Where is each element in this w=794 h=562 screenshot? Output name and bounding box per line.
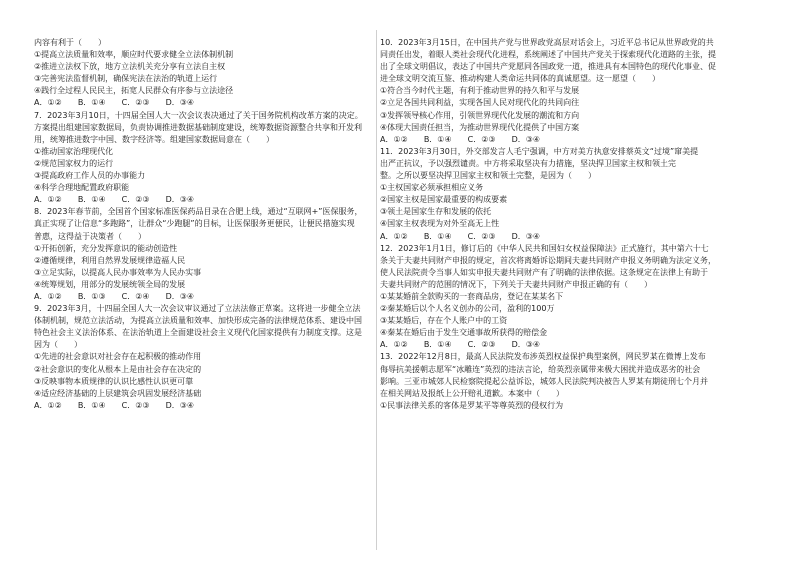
text-line: ④践行全过程人民民主，拓宽人民群众有序参与立法途径 <box>34 86 234 96</box>
text-line: ①某某婚前全款购买的一套商品房，登记在某某名下 <box>380 291 564 301</box>
text-line: 方案提出组建国家数据局，负责协调推进数据基础制度建设，统筹数据资源整合共享和开发利 <box>34 122 362 132</box>
text-line: A．①② B．①③ C．②④ D．③④ <box>34 291 195 301</box>
text-line: 夫妻共同财产的范围的情况下，下列关于夫妻共同财产申报正确的有（ ） <box>380 279 652 289</box>
text-line: A．①② B．①④ C．②③ D．③④ <box>34 400 195 410</box>
text-line: 体制机制，规范立法活动，为提高立法质量和效率、加快形成完备的法律规范体系、建设中国 <box>34 316 362 326</box>
text-line: ②遵循规律，利用自然界发展规律造福人民 <box>34 255 186 265</box>
text-line: ②规范国家权力的运行 <box>34 158 114 168</box>
text-line: ②国家主权是国家最重要的构成要素 <box>380 195 508 205</box>
text-line: 普惠，这得益于决策者（ ） <box>34 231 146 241</box>
text-line: A．①② B．①④ C．②③ D．③④ <box>380 231 541 241</box>
text-line: 侮辱抗美援朝志愿军“冰雕连”英烈的违法言论，给英烈亲属带来极大困扰并造成恶劣的社会 <box>380 364 701 374</box>
text-line: 7．2023年3月10日，十四届全国人大一次会议表决通过了关于国务院机构改革方案的决定。 <box>34 110 363 120</box>
text-line: A．①② B．①④ C．②③ D．③④ <box>380 340 541 350</box>
text-line: ④科学合理地配置政府职能 <box>34 183 130 193</box>
text-line: 用，统筹推进数字中国、数字经济等。组建国家数据局意在（ ） <box>34 134 274 144</box>
text-line: ①主权国家必须承担相应义务 <box>380 183 484 193</box>
left-column <box>34 37 402 412</box>
text-line: ③反映事物本质规律的认识比感性认识更可靠 <box>34 376 194 386</box>
text-line: ③领土是国家生存和发展的依托 <box>380 207 492 217</box>
text-line: 12．2023年1月1日，修订后的《中华人民共和国妇女权益保障法》正式施行，其中第六十七 <box>380 243 709 253</box>
text-line: ④国家主权表现为对外至高无上性 <box>380 219 500 229</box>
text-line: ②立足各国共同利益，实现各国人民对现代化的共同向往 <box>380 98 580 108</box>
text-line: ③某某婚后，存在个人账户中的工资 <box>380 316 508 326</box>
text-line: A．①② B．①④ C．②③ D．③④ <box>380 134 541 144</box>
text-line: ①开拓创新，充分发挥意识的能动创造性 <box>34 243 178 253</box>
text-line: ①先进的社会意识对社会存在起积极的推动作用 <box>34 352 202 362</box>
text-line: ③提高政府工作人员的办事能力 <box>34 171 146 181</box>
text-line: ④体现大国责任担当，为推动世界现代化提供了中国方案 <box>380 122 580 132</box>
text-line: 出了全球文明倡议，表达了中国共产党愿同各国政党一道，推进具有本国特色的现代化事业、促 <box>380 62 716 72</box>
text-line: ④适应经济基础的上层建筑会巩固发展经济基础 <box>34 388 202 398</box>
text-line: A．①② B．①④ C．②③ D．③④ <box>34 98 195 108</box>
text-line: ③完善宪法监督机制，确保宪法在法治的轨道上运行 <box>34 74 218 84</box>
text-line: 同责任出发，着眼人类社会现代化进程，系统阐述了中国共产党关于探索现代化道路的主张，提 <box>380 50 716 60</box>
text-line: 在相关网站及报纸上公开赔礼道歉。本案中（ ） <box>380 388 564 398</box>
text-line: 使人民法院责令当事人如实申报夫妻共同财产有了明确的法律依据。这条规定在法律上有助于 <box>380 267 708 277</box>
text-line: 特色社会主义法治体系、在法治轨道上全面建设社会主义现代化国家提供有力制度支撑。这是 <box>34 328 362 338</box>
text-line: 13．2022年12月8日，最高人民法院发布涉英烈权益保护典型案例，网民罗某在微博上发布 <box>380 352 706 362</box>
text-line: 影响。三亚市城郊人民检察院提起公益诉讼，城郊人民法院判决被告人罗某有期徒刑七个月并 <box>380 376 708 386</box>
text-line: 因为（ ） <box>34 340 82 350</box>
text-line: 出严正抗议，予以强烈谴责。中方将采取坚决有力措施，坚决捍卫国家主权和领土完 <box>380 158 676 168</box>
text-line: 内容有利于（ ） <box>34 38 106 47</box>
text-line: 11．2023年3月30日，外交部发言人毛宁强调，中方对美方执意安排蔡英文“过境”窜美提 <box>380 146 699 156</box>
text-line: ①提高立法质量和效率，顺应时代要求健全立法体制机制 <box>34 50 234 60</box>
text-line: ③发挥领导核心作用，引领世界现代化发展的潮流和方向 <box>380 110 580 120</box>
text-line: ③立足实际，以提高人民办事效率为人民办实事 <box>34 267 202 277</box>
text-line: ②秦某婚后以个人名义创办的公司，盈利的100万 <box>380 304 555 314</box>
text-line: 9．2023年3月，十四届全国人大一次会议审议通过了立法法修正草案。这将进一步健全立法 <box>34 304 361 314</box>
text-line: 8．2023年春节前，全国首个国家标准医保药品目录在合肥上线，通过“互联网+”医保服务， <box>34 207 363 217</box>
text-line: ④统筹规划，用部分的发展统领全局的发展 <box>34 279 186 289</box>
text-line: 10．2023年3月15日，在中国共产党与世界政党高层对话会上，习近平总书记从世界政党的共 <box>380 38 714 47</box>
text-line: 条关于夫妻共同财产申报的规定，首次将离婚诉讼期间夫妻共同财产申报义务明确为法定义务， <box>380 255 716 265</box>
text-line: A．①② B．①④ C．②③ D．③④ <box>34 195 195 205</box>
text-line: ①民事法律关系的客体是罗某平等尊英烈的侵权行为 <box>380 400 564 410</box>
text-line: ④秦某在婚后由于发生交通事故所获得的赔偿金 <box>380 328 548 338</box>
text-line: ①符合当今时代主题，有利于推动世界的持久和平与发展 <box>380 86 580 96</box>
column-divider <box>376 30 377 550</box>
text-line: ②社会意识的变化从根本上是由社会存在决定的 <box>34 364 202 374</box>
text-line: ②推进立法权下放，地方立法机关充分享有立法自主权 <box>34 62 226 72</box>
text-line: 整。之所以要坚决捍卫国家主权和领土完整，是因为（ ） <box>380 171 596 181</box>
text-line: 进全球文明交流互鉴、推动构建人类命运共同体的真诚愿望。这一愿望（ ） <box>380 74 660 84</box>
right-column <box>380 37 748 412</box>
text-line: 真正实现了让信息“多跑路”，让群众“少跑腿”的目标，让医保服务更便民，让便民措施实现 <box>34 219 355 229</box>
text-line: ①推动国家治理现代化 <box>34 146 114 156</box>
